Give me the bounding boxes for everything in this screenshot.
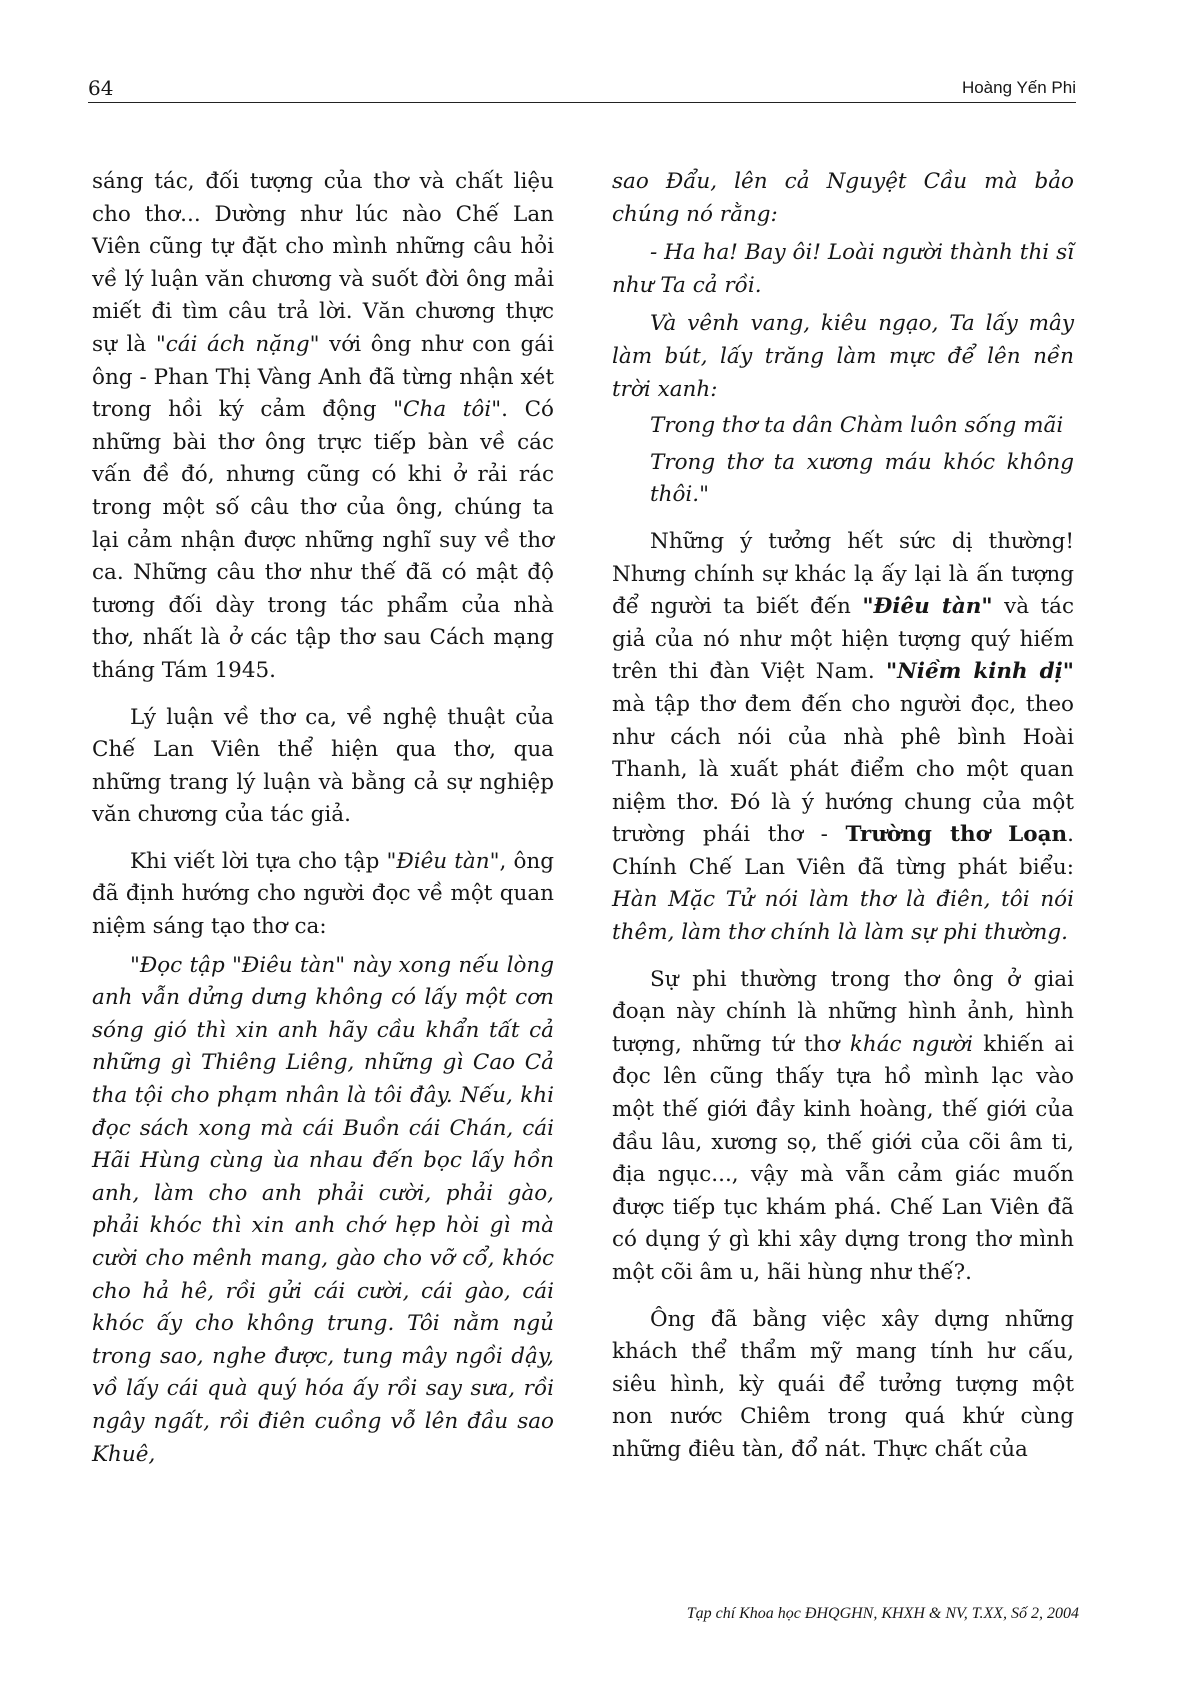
left-column — [92, 166, 554, 1471]
page-header — [88, 76, 1076, 103]
paragraph: Sự phi thường trong thơ ông ở giai đoạn này chính là những hình ảnh, hình tượng, những tứ thơ khác người khiến ai đọc lên cũng thấy tựa hồ mình lạc vào một thế giới đầy kinh hoàng, thế giới của đầu lâu, xương sọ, thế giới của cõi âm ti, địa ngục..., vậy mà vẫn cảm giác muốn được tiếp tục khám phá. Chế Lan Viên đã có dụng ý gì khi xây dựng trong thơ mình một cõi âm u, hãi hùng như thế?. — [612, 966, 1074, 1285]
right-column — [612, 166, 1074, 1467]
preface-quote-continued: Và vênh vang, kiêu ngạo, Ta lấy mây làm bút, lấy trăng làm mực để lên nền trời xanh: — [612, 311, 1074, 402]
paragraph: sáng tác, đối tượng của thơ và chất liệu cho thơ... Dường như lúc nào Chế Lan Viên cũng tự đặt cho mình những câu hỏi về lý luận văn chương và suốt đời ông mải miết đi tìm câu trả lời. Văn chương thực sự là "cái ách nặng" với ông như con gái ông - Phan Thị Vàng Anh đã từng nhận xét trong hồi ký cảm động "Cha tôi". Có những bài thơ ông trực tiếp bàn về các vấn đề đó, nhưng cũng có khi ở rải rác trong một số câu thơ của ông, chúng ta lại cảm nhận được những nghĩ suy về thơ ca. Những câu thơ như thế đã có mật độ tương đối dày trong tác phẩm của nhà thơ, nhất là ở các tập thơ sau Cách mạng tháng Tám 1945. — [92, 169, 554, 683]
paragraph: Khi viết lời tựa cho tập "Điêu tàn", ông đã định hướng cho người đọc về một quan niệm sáng tạo thơ ca: — [92, 848, 554, 940]
preface-quote: "Đọc tập "Điêu tàn" này xong nếu lòng anh vẫn dửng dưng không có lấy một cơn sóng gió thì xin anh hãy cầu khẩn tất cả những gì Thiêng Liêng, những gì Cao Cả tha tội cho phạm nhân là tôi đây. Nếu, khi đọc sách xong mà cái Buồn cái Chán, cái Hãi Hùng cùng ùa nhau đến bọc lấy hồn anh, làm cho anh phải cười, phải gào, phải khóc thì xin anh chớ hẹp hòi gì mà cười cho mênh mang, gào cho vỡ cổ, khóc cho hả hê, rồi gửi cái cười, cái gào, cái khóc ấy cho không trung. Tôi nằm ngủ trong sao, nghe được, tung mây ngồi dậy, vồ lấy cái quà quý hóa ấy rồi say sưa, rồi ngây ngất, rồi điên cuồng vỗ lên đầu sao Khuê, — [92, 952, 554, 1467]
journal-footer: Tạp chí Khoa học ĐHQGHN, KHXH & NV, T.XX, Số 2, 2004 — [686, 1605, 1079, 1622]
verse-line: Trong thơ ta dân Chàm luôn sống mãi — [650, 413, 1064, 439]
verse-line: Trong thơ ta xương máu khóc không thôi." — [650, 449, 1074, 508]
page-number: 64 — [88, 76, 114, 100]
preface-quote-continued: sao Đẩu, lên cả Nguyệt Cầu mà bảo chúng nó rằng: — [612, 169, 1074, 227]
preface-quote-exclamation: - Ha ha! Bay ôi! Loài người thành thi sĩ như Ta cả rồi. — [612, 240, 1074, 298]
paragraph: Ông đã bằng việc xây dựng những khách thể thẩm mỹ mang tính hư cấu, siêu hình, kỳ quái để tưởng tượng một non nước Chiêm trong quá khứ cùng những điêu tàn, đổ nát. Thực chất của — [612, 1306, 1074, 1462]
paragraph: Những ý tưởng hết sức dị thường! Nhưng chính sự khác lạ ấy lại là ấn tượng để người ta biết đến "Điêu tàn" và tác giả của nó như một hiện tượng quý hiếm trên thi đàn Việt Nam. "Niềm kinh dị" mà tập thơ đem đến cho người đọc, theo như cách nói của nhà phê bình Hoài Thanh, là xuất phát điểm cho một quan niệm thơ. Đó là ý hướng chung của một trường phái thơ - Trường thơ Loạn. Chính Chế Lan Viên đã từng phát biểu: Hàn Mặc Tử nói làm thơ là điên, tôi nói thêm, làm thơ chính là làm sự phi thường. — [612, 528, 1075, 946]
running-title: Hoàng Yến Phi — [961, 78, 1076, 97]
paragraph: Lý luận về thơ ca, về nghệ thuật của Chế Lan Viên thể hiện qua thơ, qua những trang lý luận và bằng cả sự nghiệp văn chương của tác giả. — [92, 704, 554, 828]
